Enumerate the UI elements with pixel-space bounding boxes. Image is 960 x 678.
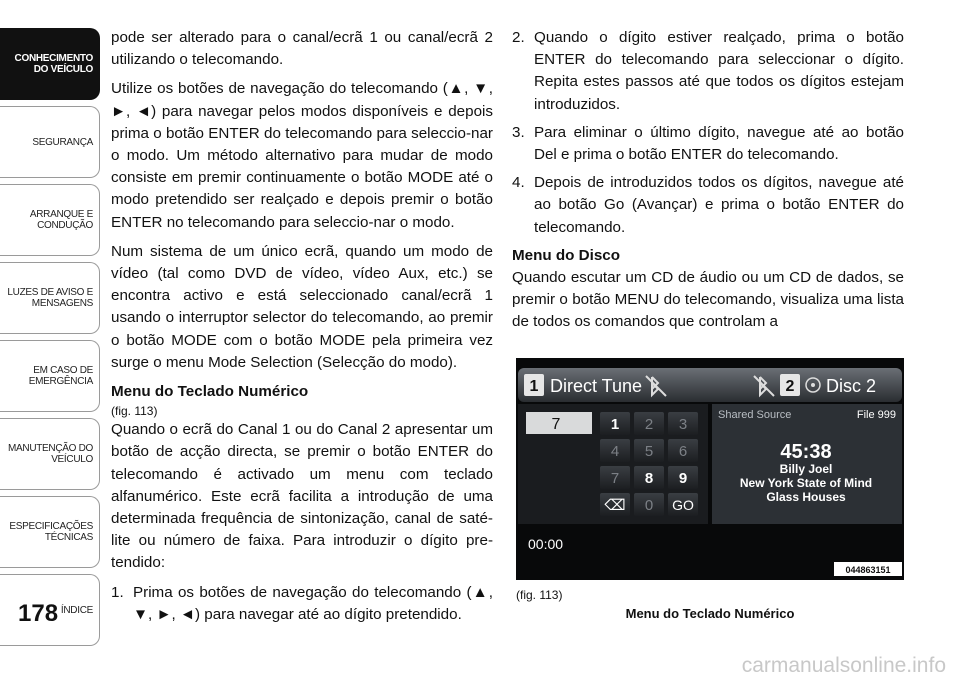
album-title: Glass Houses — [766, 490, 846, 504]
paragraph: Utilize os botões de navegação do telecomando (▲, ▼, ►, ◄) para navegar pelos modos disponíveis e depois prima o botão ENTER do telecomando para seleccio-nar o modo. Um método alternativo para mudar de modo consiste em premir continuamente o botão MODE até o modo pretendido ser realçado e depois premir o botão ENTER no telecomando para seleccio-nar o modo. — [111, 80, 493, 231]
list-text: Prima os botões de navegação do telecomando (▲, ▼, ►, ◄) para navegar até ao dígito pretendido. — [133, 583, 493, 623]
list-item — [512, 172, 904, 239]
key-label: ⌫ — [604, 497, 626, 514]
key-label: 9 — [678, 470, 688, 487]
key-label: 2 — [644, 416, 654, 433]
channel-2-number: 2 — [785, 378, 795, 395]
tab-manutencao[interactable] — [0, 418, 100, 490]
page-number: 178 — [18, 600, 59, 627]
steps-list — [512, 27, 904, 239]
watermark: carmanualsonline.info — [640, 654, 960, 678]
key-label: 6 — [678, 443, 688, 460]
list-number: 1. — [111, 583, 124, 601]
tab-arranque[interactable] — [0, 184, 100, 256]
artist-name: Billy Joel — [779, 462, 833, 476]
figure-reference: (fig. 113) — [516, 588, 563, 602]
keypad-key-2[interactable] — [634, 412, 664, 435]
list-number: 4. — [512, 174, 525, 192]
digit-entry-value: 7 — [551, 416, 561, 433]
list-item — [111, 582, 493, 626]
tab-label: MANUTENÇÃO DO VEÍCULO — [8, 443, 93, 465]
list-text: Depois de introduzidos todos os dígitos, navegue até ao botão Go (Avançar) e prima o botão ENTER do telecomando. — [534, 174, 904, 236]
tab-label: SEGURANÇA — [32, 136, 93, 148]
key-label: 0 — [644, 497, 654, 514]
text-column-left — [111, 27, 493, 632]
list-item — [512, 27, 904, 116]
key-label: 3 — [678, 416, 688, 433]
keypad-key-6[interactable] — [668, 439, 698, 462]
paragraph: Quando escutar um CD de áudio ou um CD de dados, se premir o botão MENU do telecomando, visualiza uma lista de todos os comandos que controlam a — [512, 269, 904, 331]
tab-label: LUZES DE AVISO E MENSAGENS — [7, 287, 93, 309]
channel-2-label: Disc 2 — [826, 376, 877, 396]
keypad-key-3[interactable] — [668, 412, 698, 435]
list-number: 2. — [512, 29, 525, 46]
section-heading: Menu do Teclado Numérico — [111, 383, 309, 401]
keypad-key-5[interactable] — [634, 439, 664, 462]
section-heading: Menu do Disco — [512, 246, 621, 264]
elapsed-time: 00:00 — [528, 536, 564, 552]
tab-label: ÍNDICE — [60, 604, 93, 616]
keypad-key-4[interactable] — [600, 439, 630, 462]
tab-luzes[interactable] — [0, 262, 100, 334]
keypad-key-7[interactable] — [600, 466, 630, 489]
tab-label: CONHECIMENTO DO VEÍCULO — [14, 53, 93, 75]
source-label: Shared Source — [718, 409, 792, 421]
file-label: File 999 — [856, 409, 896, 421]
list-number: 3. — [512, 123, 525, 141]
channel-2-button[interactable] — [780, 374, 876, 396]
keypad-key-1[interactable] — [600, 412, 630, 435]
text-column-right — [512, 27, 904, 341]
figure-code: 044863151 — [845, 565, 891, 575]
keypad-screen-figure — [516, 358, 904, 580]
keypad-key-go[interactable] — [668, 493, 698, 516]
key-label: 8 — [644, 470, 654, 487]
key-label: 4 — [610, 443, 620, 460]
key-label: 7 — [610, 470, 620, 487]
tab-especificacoes[interactable] — [0, 496, 100, 568]
paragraph: Quando o ecrã do Canal 1 ou do Canal 2 apresentar um botão de acção directa, se premir o botão ENTER do telecomando é activado um menu com teclado alfanumérico. Este ecrã facilita a introdução de uma determinada frequência de sintonização, canal de saté-lite ou número de faixa. Para introduzir o dígito pre-tendido: — [111, 421, 493, 572]
paragraph: pode ser alterado para o canal/ecrã 1 ou canal/ecrã 2 utilizando o telecomando. — [111, 29, 493, 69]
tab-label: ARRANQUE E CONDUÇÃO — [29, 209, 93, 231]
steps-list — [111, 582, 493, 626]
figure-reference: (fig. 113) — [111, 404, 158, 419]
list-text: Quando o dígito estiver realçado, prima o botão ENTER do telecomando para seleccionar o dígito. Repita estes passos até que todos os dígitos estejam introduzidos. — [534, 29, 904, 113]
channel-1-number: 1 — [529, 378, 539, 395]
key-label: GO — [672, 497, 694, 513]
tab-emergencia[interactable] — [0, 340, 100, 412]
tab-label: EM CASO DE EMERGÊNCIA — [28, 365, 93, 387]
track-time: 45:38 — [780, 441, 832, 463]
keypad-key-delete[interactable] — [600, 493, 630, 516]
figure-caption: Menu do Teclado Numérico — [625, 606, 795, 621]
keypad-key-9[interactable] — [668, 466, 698, 489]
tab-seguranca[interactable] — [0, 106, 100, 178]
channel-1-label: Direct Tune — [550, 376, 643, 396]
keypad-key-0[interactable] — [634, 493, 664, 516]
track-title: New York State of Mind — [739, 476, 873, 490]
tab-conhecimento[interactable] — [0, 28, 100, 100]
channel-1-button[interactable] — [524, 374, 642, 396]
list-text: Para eliminar o último dígito, navegue até ao botão Del e prima o botão ENTER do telecomando. — [534, 123, 904, 164]
list-item — [512, 122, 904, 166]
paragraph: Num sistema de um único ecrã, quando um modo de vídeo (tal como DVD de vídeo, vídeo Aux, etc.) se encontra activo e está seleccionado canal/ecrã 1 usando o interruptor selector do telecomando, ao premir o botão MODE com o botão MODE pela primeira vez surge o menu Mode Selection (Selecção do modo). — [111, 242, 493, 371]
tab-label: ESPECIFICAÇÕES TÉCNICAS — [9, 521, 93, 543]
key-label: 5 — [644, 443, 654, 460]
key-label: 1 — [610, 416, 620, 433]
keypad-key-8[interactable] — [634, 466, 664, 489]
